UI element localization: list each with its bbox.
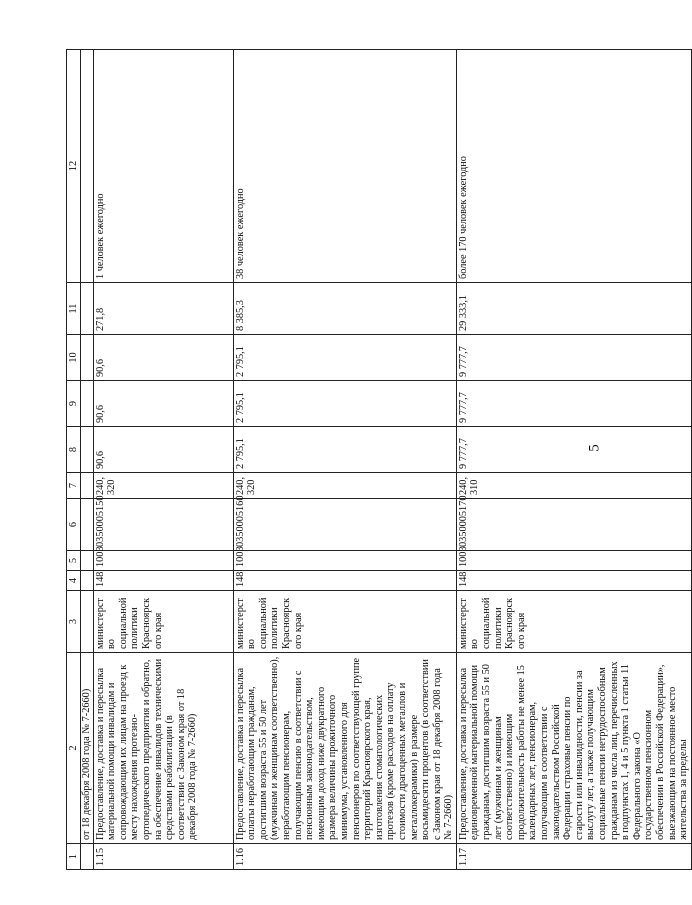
row-col11: 29 333,1 [456, 283, 691, 335]
row-organization: министерство социальной политики Красноярского края [456, 591, 691, 653]
row-col12: 38 человек ежегодно [233, 50, 456, 283]
header-cell: 10 [67, 335, 81, 381]
row-col10: 90,6 [93, 335, 233, 381]
row-col6: 0350005150 [93, 499, 233, 551]
row-organization: министерство социальной политики Красноярского края [233, 591, 456, 653]
row-description: Предоставление, доставка и пересылка оплаты неработающим гражданам, достигшим возраста 55 и 50 лет (мужчинам и женщинам соответственно), неработающим пенсионерам, получающим пенсию в соответствии с пенсионным законодательством, имеющим доход ниже двукратного размера величины прожиточного минимума, установленного для пенсионеров по соответствующей группе территорий Красноярского края, изготовления стоматологических протезов (кроме расходов на оплату стоимости драгоценных металлов и металлокерамики) в размере восьмидесяти процентов (в соответствии с Законом края от 18 декабря 2008 года № 7-2660) [233, 653, 456, 844]
table-row [233, 50, 456, 870]
row-col8: 90,6 [93, 427, 233, 473]
row-organization: министерство социальной политики Красноярского края [93, 591, 233, 653]
continuation-row [81, 50, 94, 870]
row-col11: 271,8 [93, 283, 233, 335]
header-cell: 9 [67, 381, 81, 427]
row-description: Предоставление, доставка и пересылка единовременной материальной помощи гражданам, достигшим возраста 55 и 50 лет (мужчинам и женщинам соответственно) и имеющим продолжительность работы не менее 15 календарных лет, пенсионерам, получающим в соответствии с законодательством Российской Федерации страховые пенсии по старости или инвалидности, пенсии за выслугу лет, а также получающим социальные пенсии нетрудоспособным гражданам из числа лиц, перечисленных в подпунктах 1, 4 и 5 пункта 1 статьи 11 Федерального закона «О государственном пенсионном обеспечении в Российской Федерации», выезжающим на постоянное место жительства за пределы [456, 653, 691, 844]
continuation-text: от 18 декабря 2008 года № 7-2660) [81, 653, 94, 844]
header-cell: 1 [67, 844, 81, 870]
row-col4: 148 [233, 571, 456, 591]
rotated-table-container [66, 50, 690, 870]
row-col4: 148 [456, 571, 691, 591]
row-col4: 148 [93, 571, 233, 591]
row-col10: 9 777,7 [456, 335, 691, 381]
row-col9: 2 795,1 [233, 381, 456, 427]
row-col5: 1003 [93, 551, 233, 571]
header-cell: 4 [67, 571, 81, 591]
table-row [93, 50, 233, 870]
page-number: 5 [586, 444, 603, 452]
row-col6: 0350005170 [456, 499, 691, 551]
header-cell: 2 [67, 653, 81, 844]
row-col10: 2 795,1 [233, 335, 456, 381]
row-col12: более 170 человек ежегодно [456, 50, 691, 283]
row-col7: 240, 310 [456, 473, 691, 499]
header-cell: 5 [67, 551, 81, 571]
header-cell: 3 [67, 591, 81, 653]
header-row [67, 50, 81, 870]
row-col12: 1 человек ежегодно [93, 50, 233, 283]
row-col5: 1003 [456, 551, 691, 571]
header-cell: 6 [67, 499, 81, 551]
row-number: 1.15 [93, 844, 233, 870]
header-cell: 8 [67, 427, 81, 473]
row-col5: 1003 [233, 551, 456, 571]
row-col11: 8 385,3 [233, 283, 456, 335]
row-col9: 9 777,7 [456, 381, 691, 427]
row-number: 1.16 [233, 844, 456, 870]
row-col7: 240, 320 [233, 473, 456, 499]
header-cell: 7 [67, 473, 81, 499]
row-col7: 240, 320 [93, 473, 233, 499]
row-col8: 9 777,7 [456, 427, 691, 473]
row-col8: 2 795,1 [233, 427, 456, 473]
budget-table [66, 49, 692, 870]
row-col6: 0350005160 [233, 499, 456, 551]
row-description: Предоставление, доставка и пересылка материальной помощи инвалидам и сопровождающим их лицам на проезд к месту нахождения протезно-ортопедического предприятия и обратно, на обеспечение инвалидов техническими средствами реабилитации (в соответствии с Законом края от 18 декабря 2008 года № 7-2660) [93, 653, 233, 844]
row-number: 1.17 [456, 844, 691, 870]
row-col9: 90,6 [93, 381, 233, 427]
header-cell: 11 [67, 283, 81, 335]
header-cell: 12 [67, 50, 81, 283]
table-row [456, 50, 691, 870]
